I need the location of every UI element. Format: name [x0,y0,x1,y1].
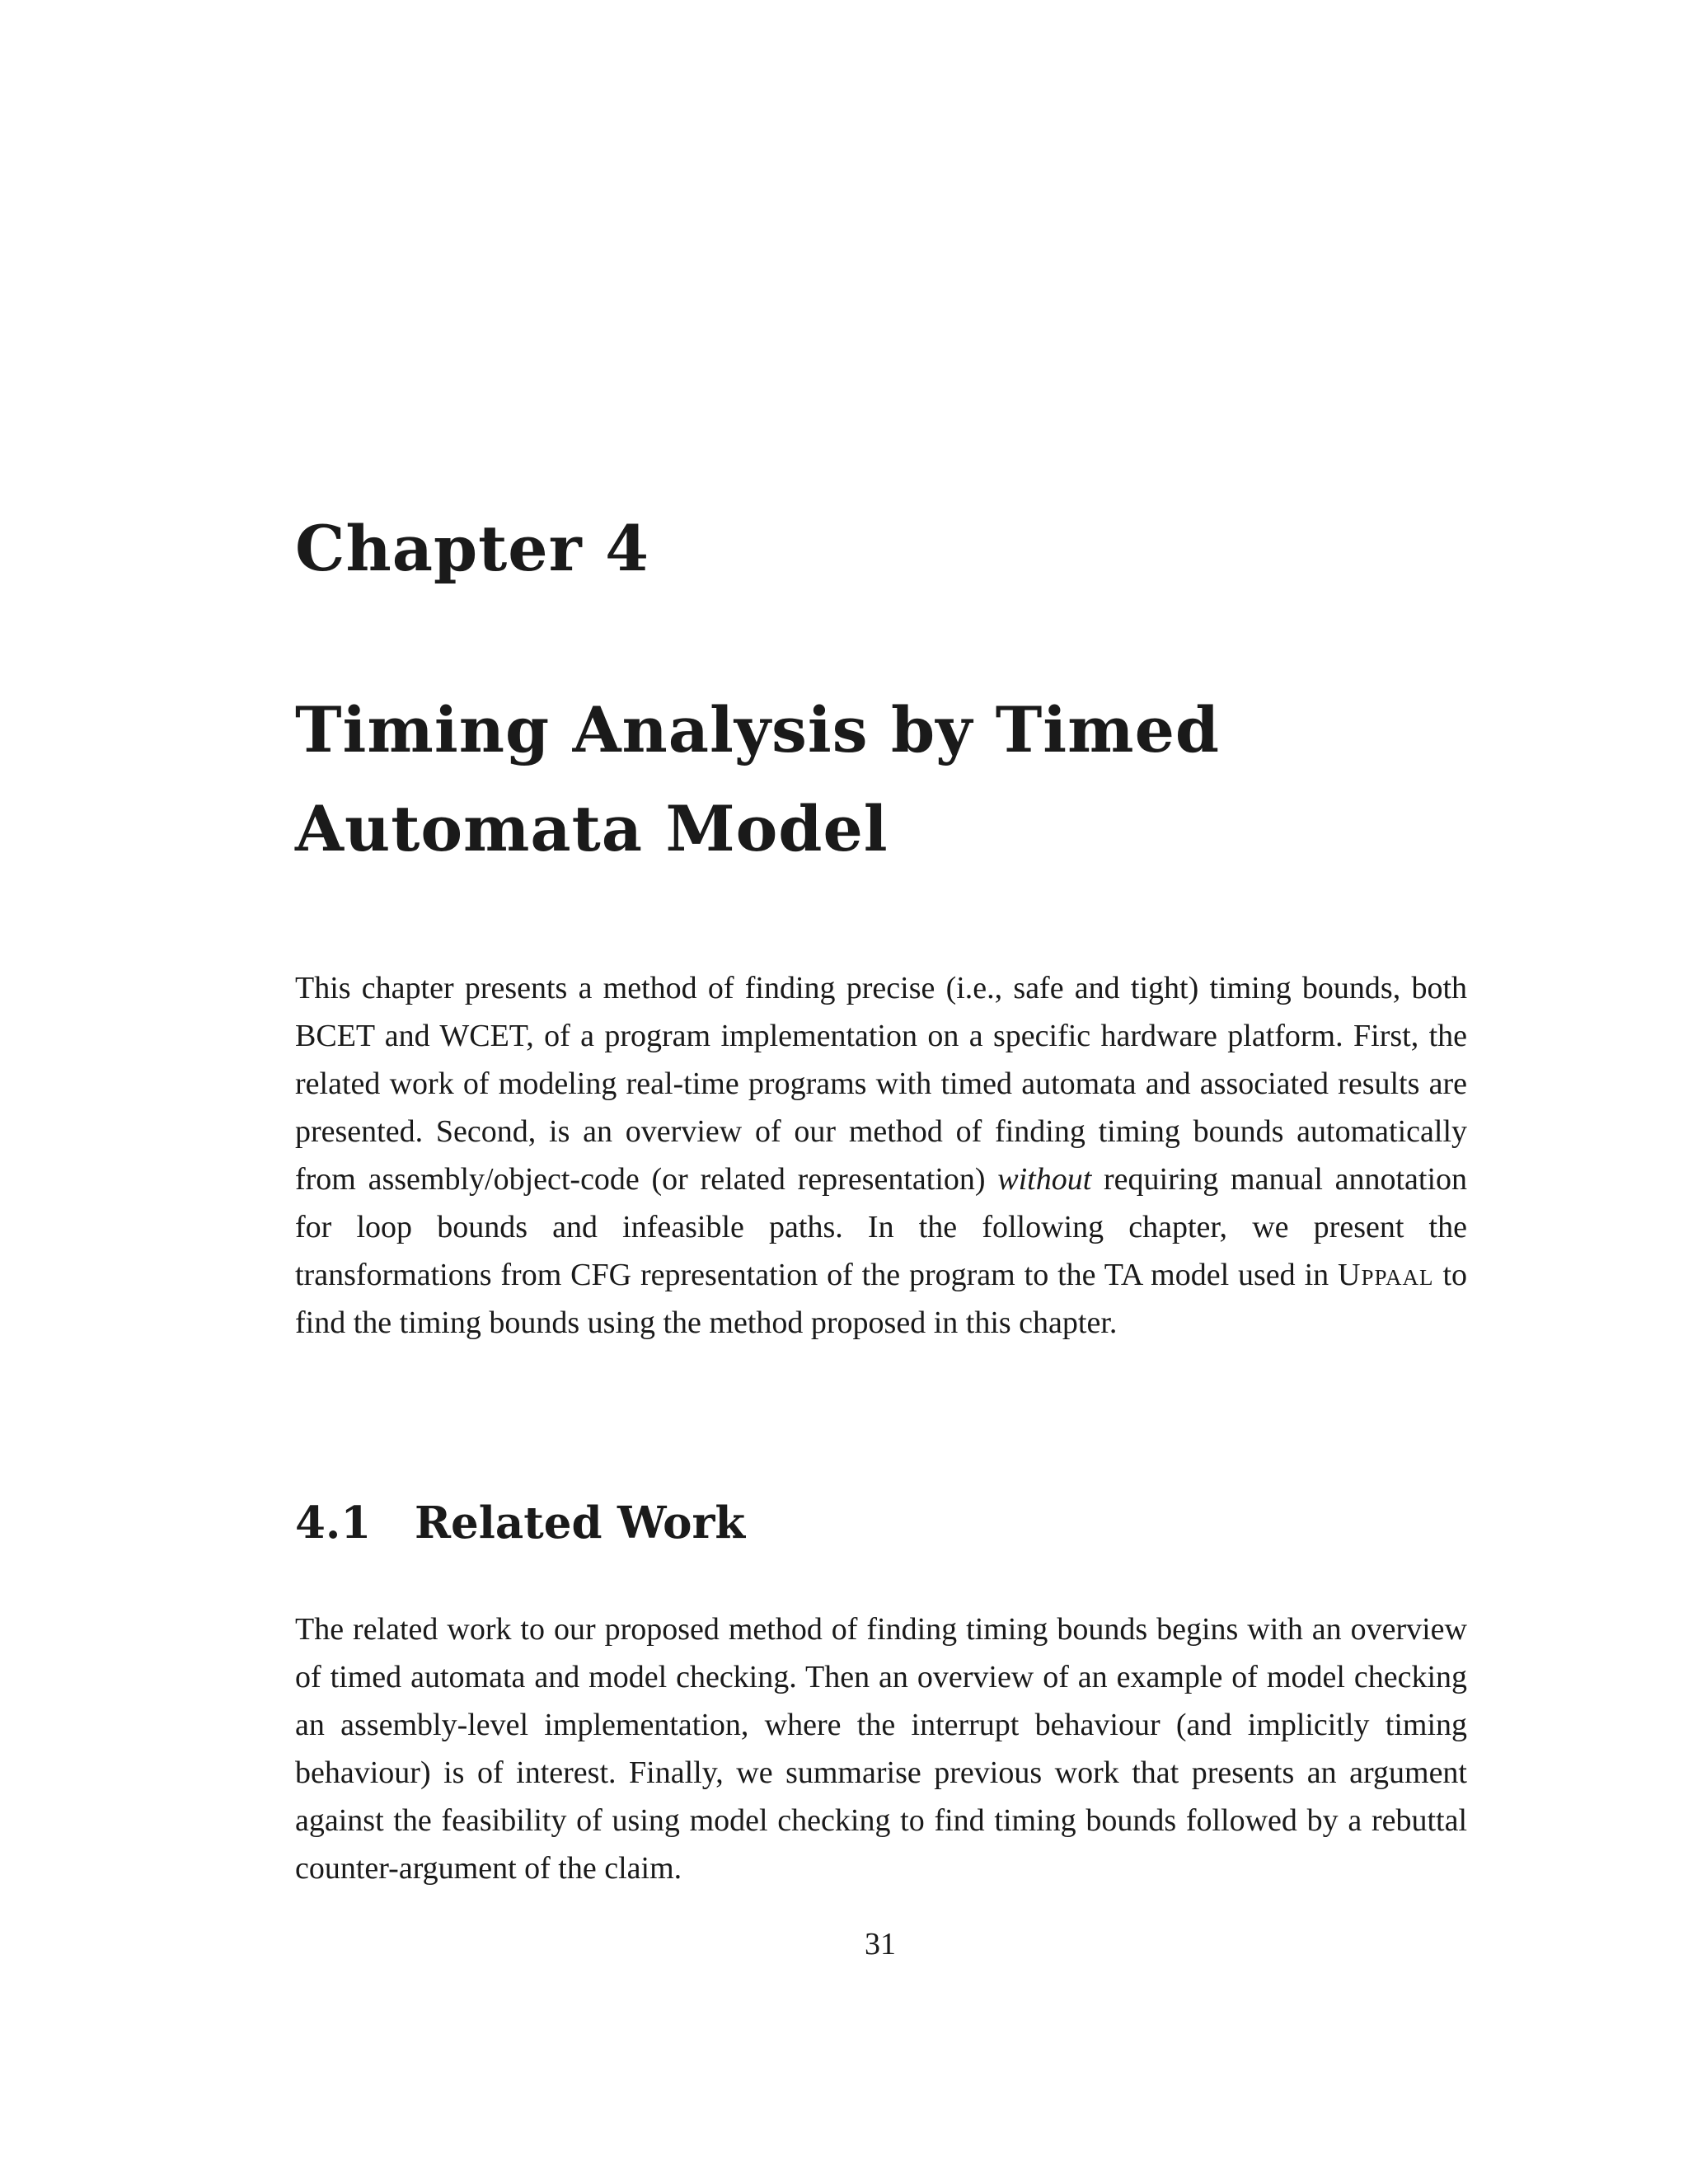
intro-paragraph [295,964,1467,1347]
section-title: Related Work [415,1497,746,1549]
chapter-label: Chapter 4 [295,512,649,585]
chapter-title [295,681,1531,879]
tool-name: Uppaal [1338,1258,1434,1292]
section-heading [295,1497,746,1549]
page-number: 31 [865,1927,896,1961]
intro-text-part-3: to find the timing bounds using the method proposed in this chapter. [295,1258,1468,1340]
chapter-title-line-2: Automata Model [295,792,889,865]
chapter-title-line-1: Timing Analysis by Timed [295,693,1221,766]
section-paragraph: The related work to our proposed method of finding timing bounds begins with an overview of timed automata and model checking. Then an overview of an example of model checking an assembly-level implementation, where the interrupt behaviour (and implicitly timing behaviour) is of interest. Finally, we summarise previous work that presents an argument against the feasibility of using model checking to find timing bounds followed by a rebuttal counter-argument of the claim. [295,1612,1467,1886]
intro-emphasis: without [997,1162,1092,1197]
intro-text-part-1: This chapter presents a method of finding precise (i.e., safe and tight) timing bounds, both BCET and WCET, of a program implementation on a specific hardware platform. First, the related work of modeling real-time programs with timed automata and associated results are presented. Second, is an overview of our method of finding timing bounds automatically from assembly/object-code (or related representation) [295,971,1467,1197]
intro-text-part-2: requiring manual annotation for loop bounds and infeasible paths. In the following chapter, we present the transformations from CFG representation of the program to the TA model used in [295,1162,1468,1292]
section-number: 4.1 [295,1497,372,1549]
